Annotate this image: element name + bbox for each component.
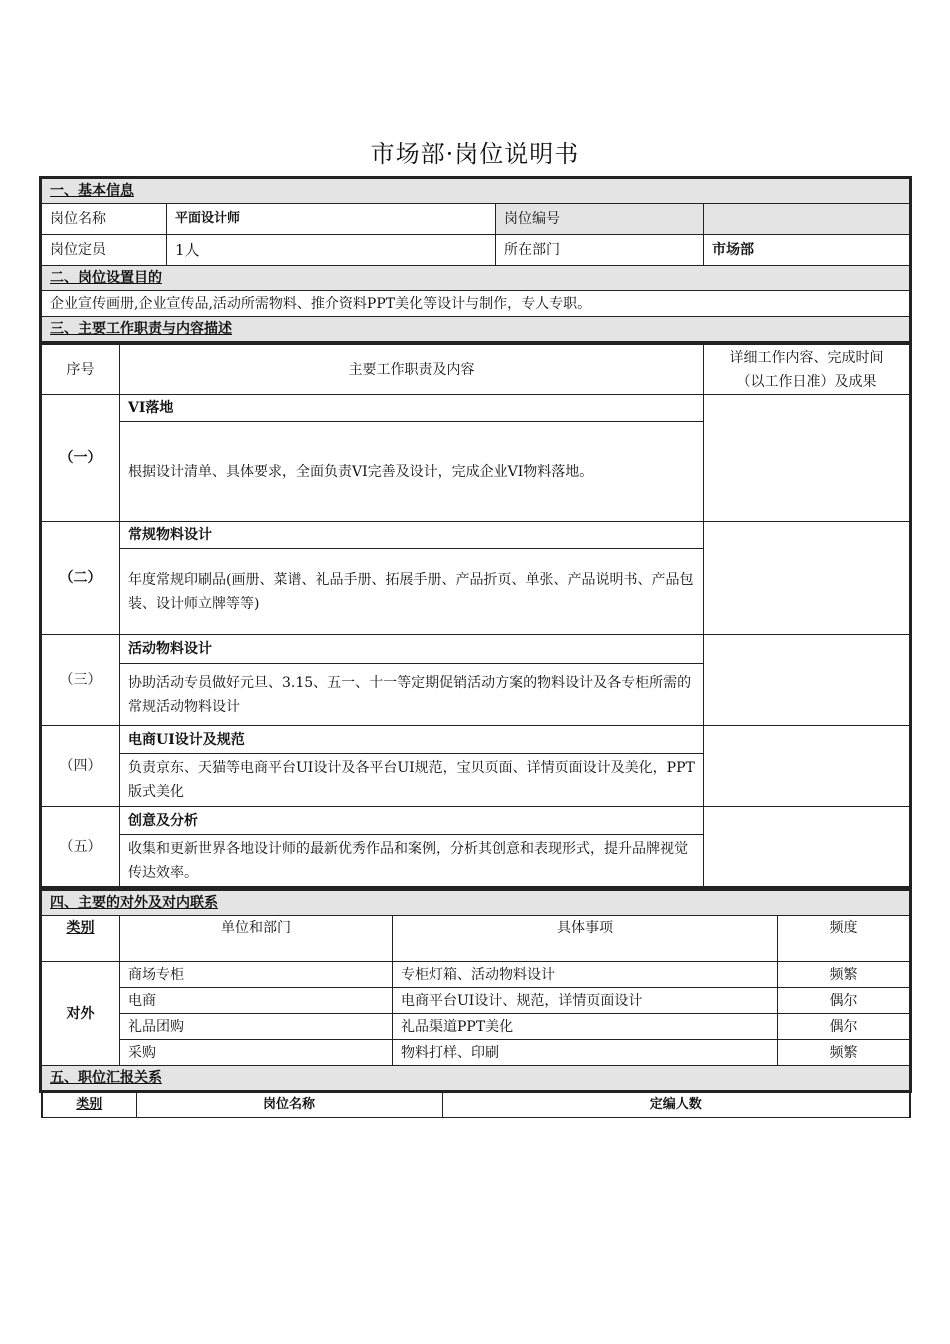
relation-unit: 电商 (120, 988, 393, 1014)
duties-table (41, 344, 910, 887)
relation-matter: 电商平台UI设计、规范，详情页面设计 (393, 988, 778, 1014)
duty-desc: 协助活动专员做好元旦、3.15、五一、十一等定期促销活动方案的物料设计及各专柜所需的常规活动物料设计 (120, 664, 704, 726)
report-col-count: 定编人数 (442, 1093, 910, 1118)
section-reporting-header: 五、职位汇报关系 (42, 1066, 910, 1091)
relation-matter: 礼品渠道PPT美化 (393, 1014, 778, 1040)
purpose-text: 企业宣传画册,企业宣传品,活动所需物料、推介资料PPT美化等设计与制作，专人专职。 (42, 291, 910, 317)
relation-matter: 专柜灯箱、活动物料设计 (393, 962, 778, 988)
duty-title: 活动物料设计 (120, 635, 704, 664)
duty-desc: 收集和更新世界各地设计师的最新优秀作品和案例，分析其创意和表现形式，提升品牌视觉传达效率。 (120, 835, 704, 887)
page-title: 市场部·岗位说明书 (370, 140, 580, 168)
duty-desc: 根据设计清单、具体要求，全面负责VI完善及设计，完成企业VI物料落地。 (120, 422, 704, 522)
duty-detail-cell (704, 807, 910, 887)
duty-detail-cell (704, 522, 910, 635)
col-matter-header: 具体事项 (393, 916, 778, 962)
col-freq-header: 频度 (778, 916, 910, 962)
value-department: 市场部 (704, 235, 910, 266)
col-unit-header: 单位和部门 (120, 916, 393, 962)
value-quota: 1人 (167, 235, 496, 266)
duty-seq: （四） (42, 726, 120, 807)
duty-title: VI落地 (120, 395, 704, 422)
relation-matter: 物料打样、印刷 (393, 1040, 778, 1066)
label-position-name: 岗位名称 (42, 204, 167, 235)
relation-group: 对外 (42, 962, 120, 1066)
duty-desc: 负责京东、天猫等电商平台UI设计及各平台UI规范，宝贝页面、详情页面设计及美化，PPT版式美化 (120, 754, 704, 807)
section-relations-header: 四、主要的对外及对内联系 (42, 891, 910, 916)
col-content-header: 主要工作职责及内容 (120, 345, 704, 395)
duty-detail-cell (704, 726, 910, 807)
value-position-code (704, 204, 910, 235)
col-detail-line2: （以工作日准）及成果 (736, 373, 877, 390)
relation-freq: 偶尔 (778, 988, 910, 1014)
relation-freq: 频繁 (778, 962, 910, 988)
basic-info-table (41, 178, 910, 342)
relation-unit: 采购 (120, 1040, 393, 1066)
duty-seq: （三） (42, 635, 120, 726)
section-basic-header: 一、基本信息 (42, 179, 910, 204)
col-detail-line1: 详细工作内容、完成时间 (729, 349, 884, 366)
relation-freq: 频繁 (778, 1040, 910, 1066)
section-duties-header: 三、主要工作职责与内容描述 (42, 317, 910, 342)
duty-title: 常规物料设计 (120, 522, 704, 549)
duty-detail-cell (704, 635, 910, 726)
col-seq-header: 序号 (42, 345, 120, 395)
label-quota: 岗位定员 (42, 235, 167, 266)
duty-desc: 年度常规印刷品(画册、菜谱、礼品手册、拓展手册、产品折页、单张、产品说明书、产品包装、设计师立牌等等) (120, 549, 704, 635)
duty-detail-cell (704, 395, 910, 522)
col-detail-header (704, 345, 910, 395)
report-col-position: 岗位名称 (136, 1093, 442, 1118)
relation-unit: 商场专柜 (120, 962, 393, 988)
duty-seq: （一） (42, 395, 120, 522)
relations-table (41, 890, 910, 1091)
relation-unit: 礼品团购 (120, 1014, 393, 1040)
duty-title: 创意及分析 (120, 807, 704, 835)
section-purpose-header: 二、岗位设置目的 (42, 266, 910, 291)
reporting-table (41, 1092, 911, 1118)
duty-seq: （五） (42, 807, 120, 887)
label-position-code: 岗位编号 (496, 204, 704, 235)
value-position-name: 平面设计师 (167, 204, 496, 235)
report-col-type: 类别 (42, 1093, 136, 1118)
label-department: 所在部门 (496, 235, 704, 266)
duty-title: 电商UI设计及规范 (120, 726, 704, 754)
duty-seq: （二） (42, 522, 120, 635)
col-type-header: 类别 (42, 916, 120, 962)
relation-freq: 偶尔 (778, 1014, 910, 1040)
